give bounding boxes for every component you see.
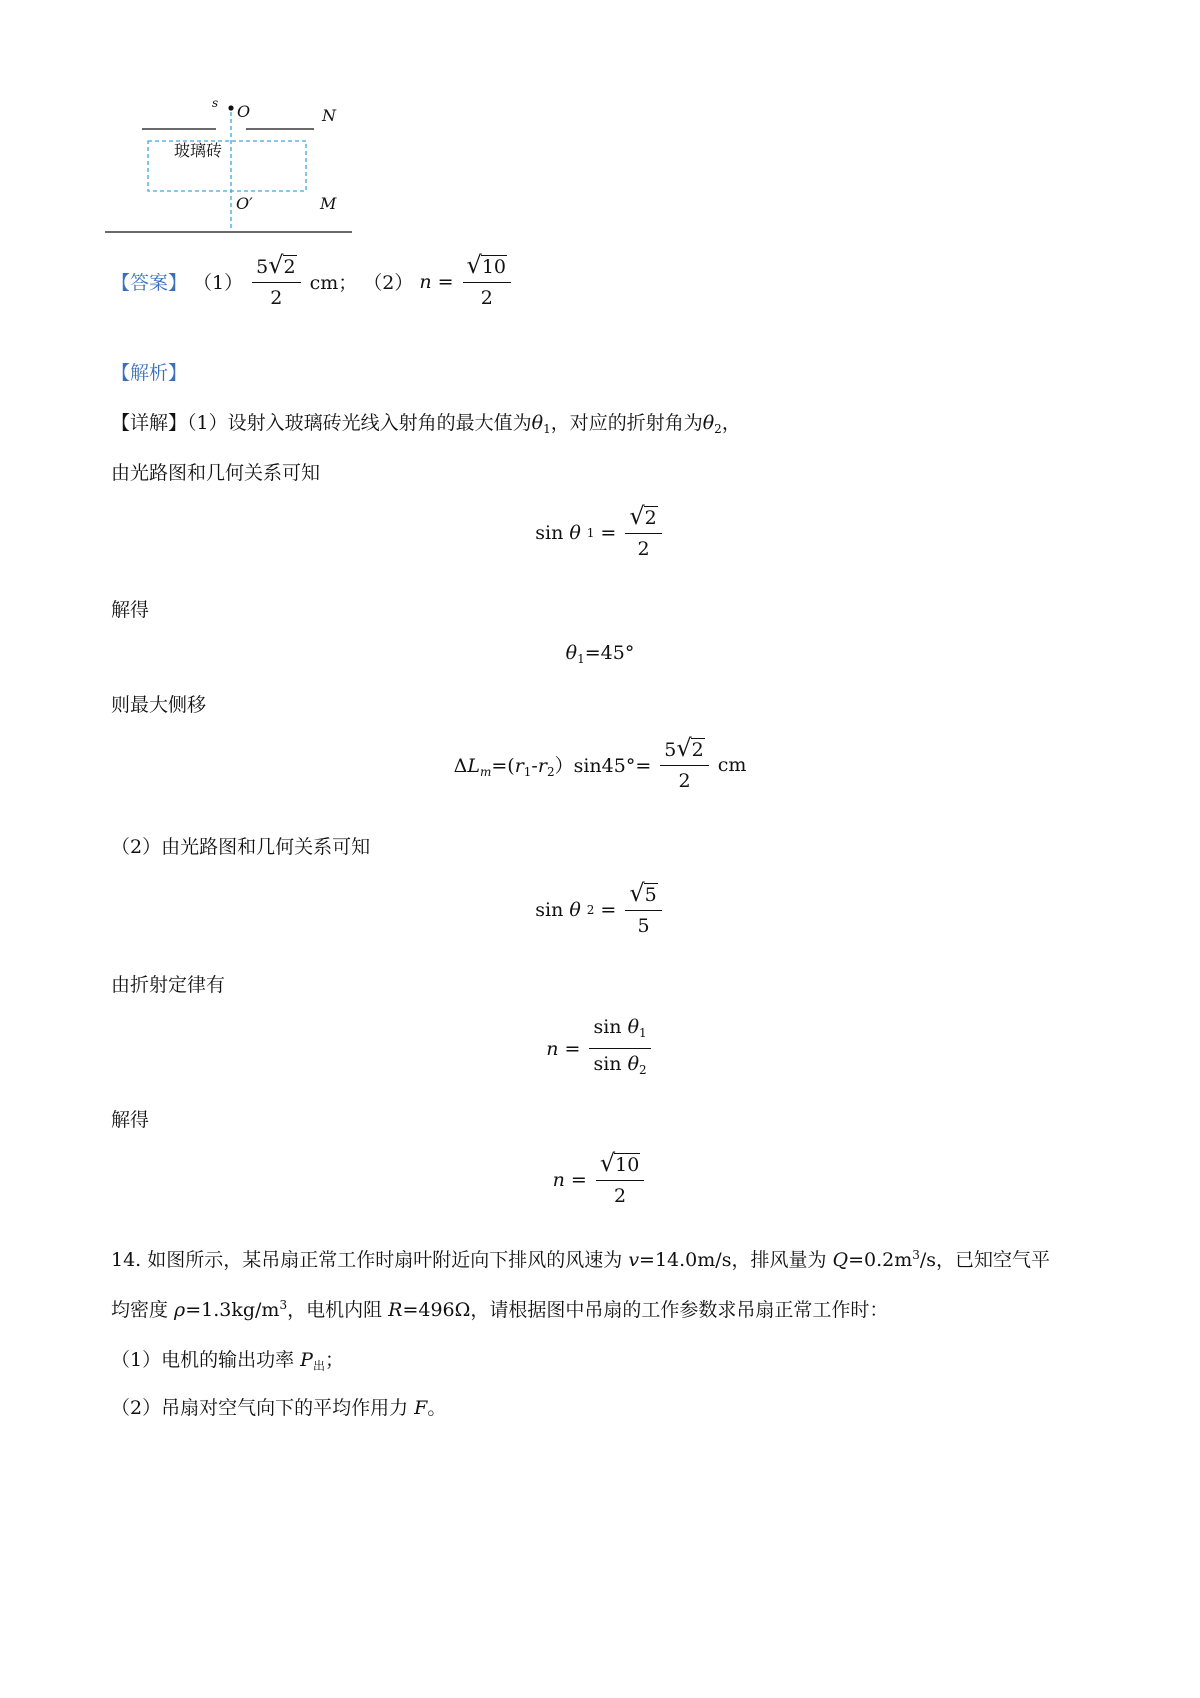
answer-part2-prefix: （2）: [363, 272, 414, 294]
detail-line1: 【详解】（1）设射入玻璃砖光线入射角的最大值为$\theta_1$，对应的折射角为$\theta_2$，: [111, 412, 741, 436]
detail-line5: （2）由光路图和几何关系可知: [111, 836, 371, 858]
label-O: O: [237, 102, 251, 121]
detail-tag: 【详解】: [111, 412, 188, 434]
label-O-prime: O′: [236, 194, 253, 213]
answer-tag: 【答案】: [111, 272, 188, 294]
label-glass: 玻璃砖: [174, 141, 223, 160]
q14-item2: （2）吊扇对空气向下的平均作用力 F。: [111, 1397, 447, 1419]
glass-brick-outline: [148, 141, 306, 191]
label-s: s: [212, 96, 219, 110]
equation-theta1-value: $\theta_1=45^\circ$: [565, 642, 635, 666]
q14-line2: 均密度 $\rho=1.3kg/m^3$，电机内阻 R=496Ω，请根据图中吊扇的工作参数求吊扇正常工作时：: [111, 1298, 889, 1321]
answer-part2-fraction: √ 10 2: [463, 252, 511, 311]
answer-part1-fraction: 5 √ 2 2: [252, 252, 300, 311]
equation-max-shift: $\Delta L_m=(r_1-r_2)\sin 45^\circ=$ 5 √ 2 2 cm: [453, 734, 747, 792]
label-N: N: [322, 106, 336, 125]
equation-n-result: n = √ 10 2: [0, 1150, 1200, 1209]
point-s: [228, 105, 233, 110]
equation-sin-theta1: sin θ 1 = √ 2 2: [0, 503, 1200, 562]
equation-sin-theta2: sin θ 2 = √ 5 5: [0, 880, 1200, 939]
detail-line6: 由折射定律有: [111, 974, 226, 996]
optics-figure: [100, 98, 380, 238]
detail-line4: 则最大侧移: [111, 694, 207, 716]
analysis-tag: 【解析】: [111, 362, 188, 384]
q14-item1: （1）电机的输出功率 $P_出$；: [111, 1349, 344, 1373]
answer-part1-unit: cm；: [309, 272, 358, 294]
label-M: M: [320, 194, 337, 213]
detail-line2: 由光路图和几何关系可知: [111, 462, 321, 484]
equation-snell: n = $\frac{\sin \theta_1}{\sin \theta_2}$: [0, 1014, 1200, 1083]
answer-line: [111, 252, 514, 311]
detail-line3: 解得: [111, 599, 150, 621]
answer-eq-sign: =: [437, 270, 454, 293]
answer-part2-var: n: [419, 270, 432, 293]
q14-line1: 14. 如图所示，某吊扇正常工作时扇叶附近向下排风的风速为 v=14.0m/s，排风量为 $Q=0.2m^3/s$，已知空气平: [111, 1248, 1051, 1271]
answer-part1-prefix: （1）: [193, 272, 244, 294]
detail-line7: 解得: [111, 1109, 150, 1131]
